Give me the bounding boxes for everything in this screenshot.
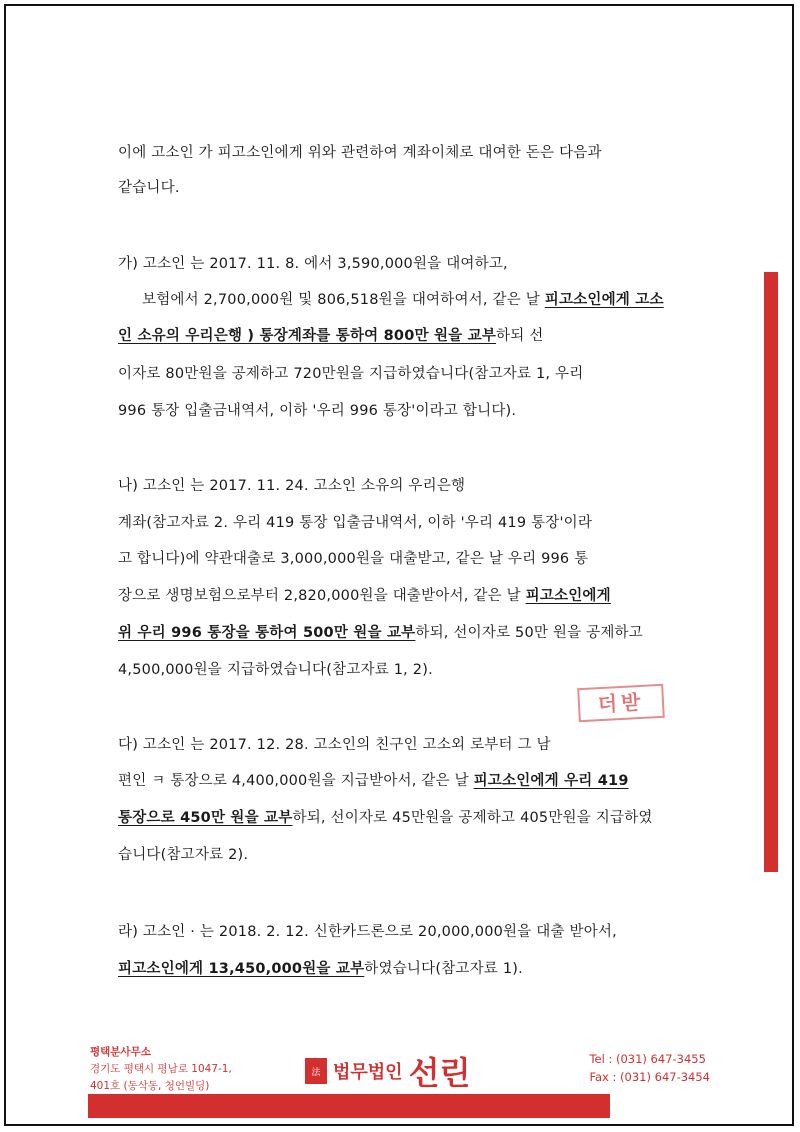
da-line-3	[118, 806, 653, 827]
firm-logo-icon: 法	[305, 1058, 327, 1084]
na-line-5-text: 하되, 선이자로 50만 원을 공제하고	[415, 625, 643, 641]
ga-line-3-underlined: 인 소유의 우리은행 ) 통장계좌를 통하여 800만 원을 교부	[118, 328, 497, 344]
contact-info	[589, 1050, 710, 1086]
footer-red-bar	[88, 1094, 610, 1118]
na-line-1: 나) 고소인 는 2017. 11. 24. 고소인 소유의 우리은행	[118, 478, 466, 494]
firm-name: 선린	[408, 1054, 471, 1092]
address-line-2: 401호 (동삭동, 청언빌딩)	[90, 1080, 210, 1092]
da-line-4: 습니다(참고자료 2).	[118, 847, 249, 863]
da-line-2	[118, 769, 629, 790]
na-line-3: 고 합니다)에 약관대출로 3,000,000원을 대출받고, 같은 날 우리 996 통	[118, 551, 589, 567]
office-title: 평택분사무소	[90, 1046, 151, 1058]
fax: Fax : (031) 647-3454	[589, 1070, 710, 1084]
ra-line-2-underlined: 피고소인에게 13,450,000원을 교부	[118, 961, 365, 977]
stamp: 더받	[577, 684, 665, 722]
ga-line-3-text: 하되 선	[496, 328, 544, 344]
tel: Tel : (031) 647-3455	[589, 1052, 706, 1066]
da-line-1: 다) 고소인 는 2017. 12. 28. 고소인의 친구인 고소외 로부터 그 남	[118, 737, 551, 753]
ra-line-2	[118, 957, 523, 978]
na-line-4-text: 장으로 생명보험으로부터 2,820,000원을 대출받아서, 같은 날	[118, 588, 526, 604]
da-line-3-text: 하되, 선이자로 45만원을 공제하고 405만원을 지급하였	[292, 810, 653, 826]
da-line-2-underlined: 피고소인에게 우리 419	[473, 773, 629, 789]
ga-line-5: 996 통장 입출금내역서, 이하 '우리 996 통장'이라고 합니다).	[118, 403, 517, 419]
ga-line-2-underlined: 피고소인에게 고소	[544, 292, 664, 308]
ga-line-1: 가) 고소인 는 2017. 11. 8. 에서 3,590,000원을 대여하고,	[118, 256, 508, 272]
na-line-5-underlined: 위 우리 996 통장을 통하여 500만 원을 교부	[118, 625, 416, 641]
intro-line-2: 같습니다.	[118, 180, 180, 196]
office-address	[90, 1044, 232, 1095]
firm-prefix: 법무법인	[333, 1062, 403, 1083]
intro-line-1: 이에 고소인 가 피고소인에게 위와 관련하여 계좌이체로 대여한 돈은 다음과	[118, 145, 602, 161]
ra-line-2-text: 하였습니다(참고자료 1).	[364, 961, 523, 977]
da-line-2-text: 편인 ㅋ 통장으로 4,400,000원을 지급받아서, 같은 날	[118, 773, 474, 789]
ga-line-2	[142, 288, 664, 309]
ga-line-3	[118, 324, 543, 345]
ga-line-4: 이자로 80만원을 공제하고 720만원을 지급하였습니다(참고자료 1, 우리	[118, 366, 584, 382]
na-line-5	[118, 621, 643, 642]
na-line-2: 계좌(참고자료 2. 우리 419 통장 입출금내역서, 이하 '우리 419 통장'이라	[118, 515, 593, 531]
ra-line-1: 라) 고소인 · 는 2018. 2. 12. 신한카드론으로 20,000,000원을 대출 받아서,	[118, 924, 617, 940]
na-line-6: 4,500,000원을 지급하였습니다(참고자료 1, 2).	[118, 662, 433, 678]
da-line-3-underlined: 통장으로 450만 원을 교부	[118, 810, 293, 826]
na-line-4-underlined: 피고소인에게	[525, 588, 611, 604]
na-line-4	[118, 584, 611, 605]
firm-logo	[305, 1046, 470, 1096]
ga-line-2-text: 보험에서 2,700,000원 및 806,518원을 대여하여서, 같은 날	[142, 292, 545, 308]
side-red-bar	[764, 272, 778, 872]
address-line-1: 경기도 평택시 평남로 1047-1,	[90, 1063, 232, 1075]
